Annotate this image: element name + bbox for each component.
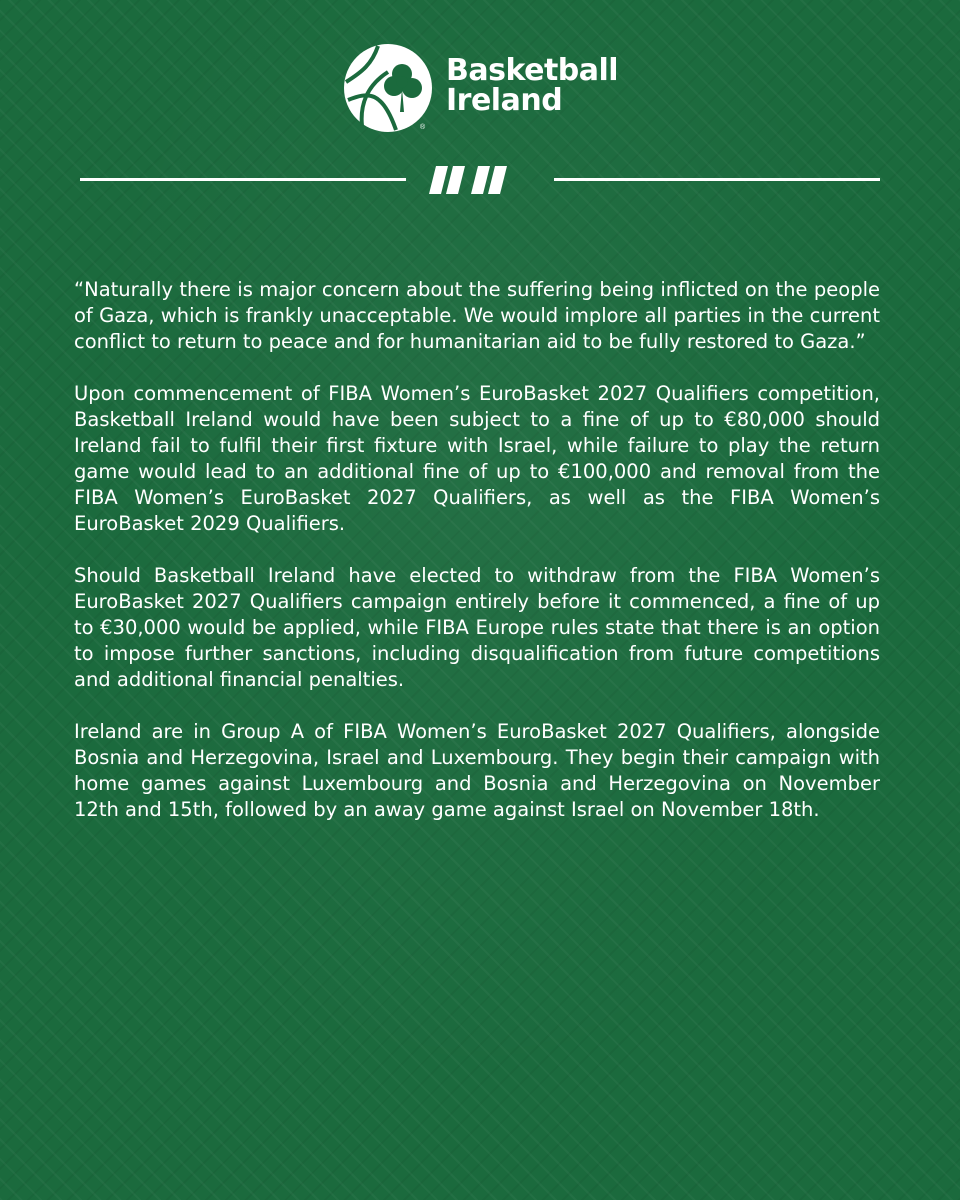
divider-rule-right: [554, 178, 880, 181]
brand-wordmark: [446, 53, 619, 118]
shamrock-basketball-icon: [342, 42, 434, 134]
statement-body: [74, 277, 880, 849]
divider-rule-left: [80, 178, 406, 181]
statement-paragraph-fines: Upon commencement of FIBA Women’s EuroBasket 2027 Qualifiers competition, Basketball Ireland would have been subject to a fine of up to €80,000 should Ireland fail to fulfil their first fixture with Israel, while failure to play the return game would lead to an additional fine of up to €100,000 and removal from the FIBA Women’s EuroBasket 2027 Qualifiers, as well as the FIBA Women’s EuroBasket 2029 Qualifiers.: [74, 382, 880, 535]
statement-paragraph-quote: “Naturally there is major concern about the suffering being inflicted on the people of Gaza, which is frankly unacceptable. We would implore all parties in the current conflict to return to peace and for humanitarian aid to be fully restored to Gaza.”: [74, 278, 880, 353]
statement-paragraph-fixtures: Ireland are in Group A of FIBA Women’s EuroBasket 2027 Qualifiers, alongside Bosnia and Herzegovina, Israel and Luxembourg. They begin their campaign with home games against Luxembourg and Bosnia and Herzegovina on November 12th and 15th, followed by an away game against Israel on November 18th.: [74, 720, 880, 821]
header: [0, 40, 960, 140]
registered-mark: ®: [420, 124, 426, 131]
brand-name-line2: Ireland: [446, 83, 563, 118]
statement-paragraph-withdrawal: Should Basketball Ireland have elected to withdraw from the FIBA Women’s EuroBasket 2027 Qualifiers campaign entirely before it commenced, a fine of up to €30,000 would be applied, while FIBA Europe rules state that there is an option to impose further sanctions, including disqualification from future competitions and additional financial penalties.: [74, 564, 880, 691]
quote-divider: [0, 164, 960, 196]
quotation-marks-icon: [428, 166, 512, 194]
basketball-ireland-logo: [342, 42, 632, 138]
brand-name-line1: Basketball: [446, 53, 619, 88]
